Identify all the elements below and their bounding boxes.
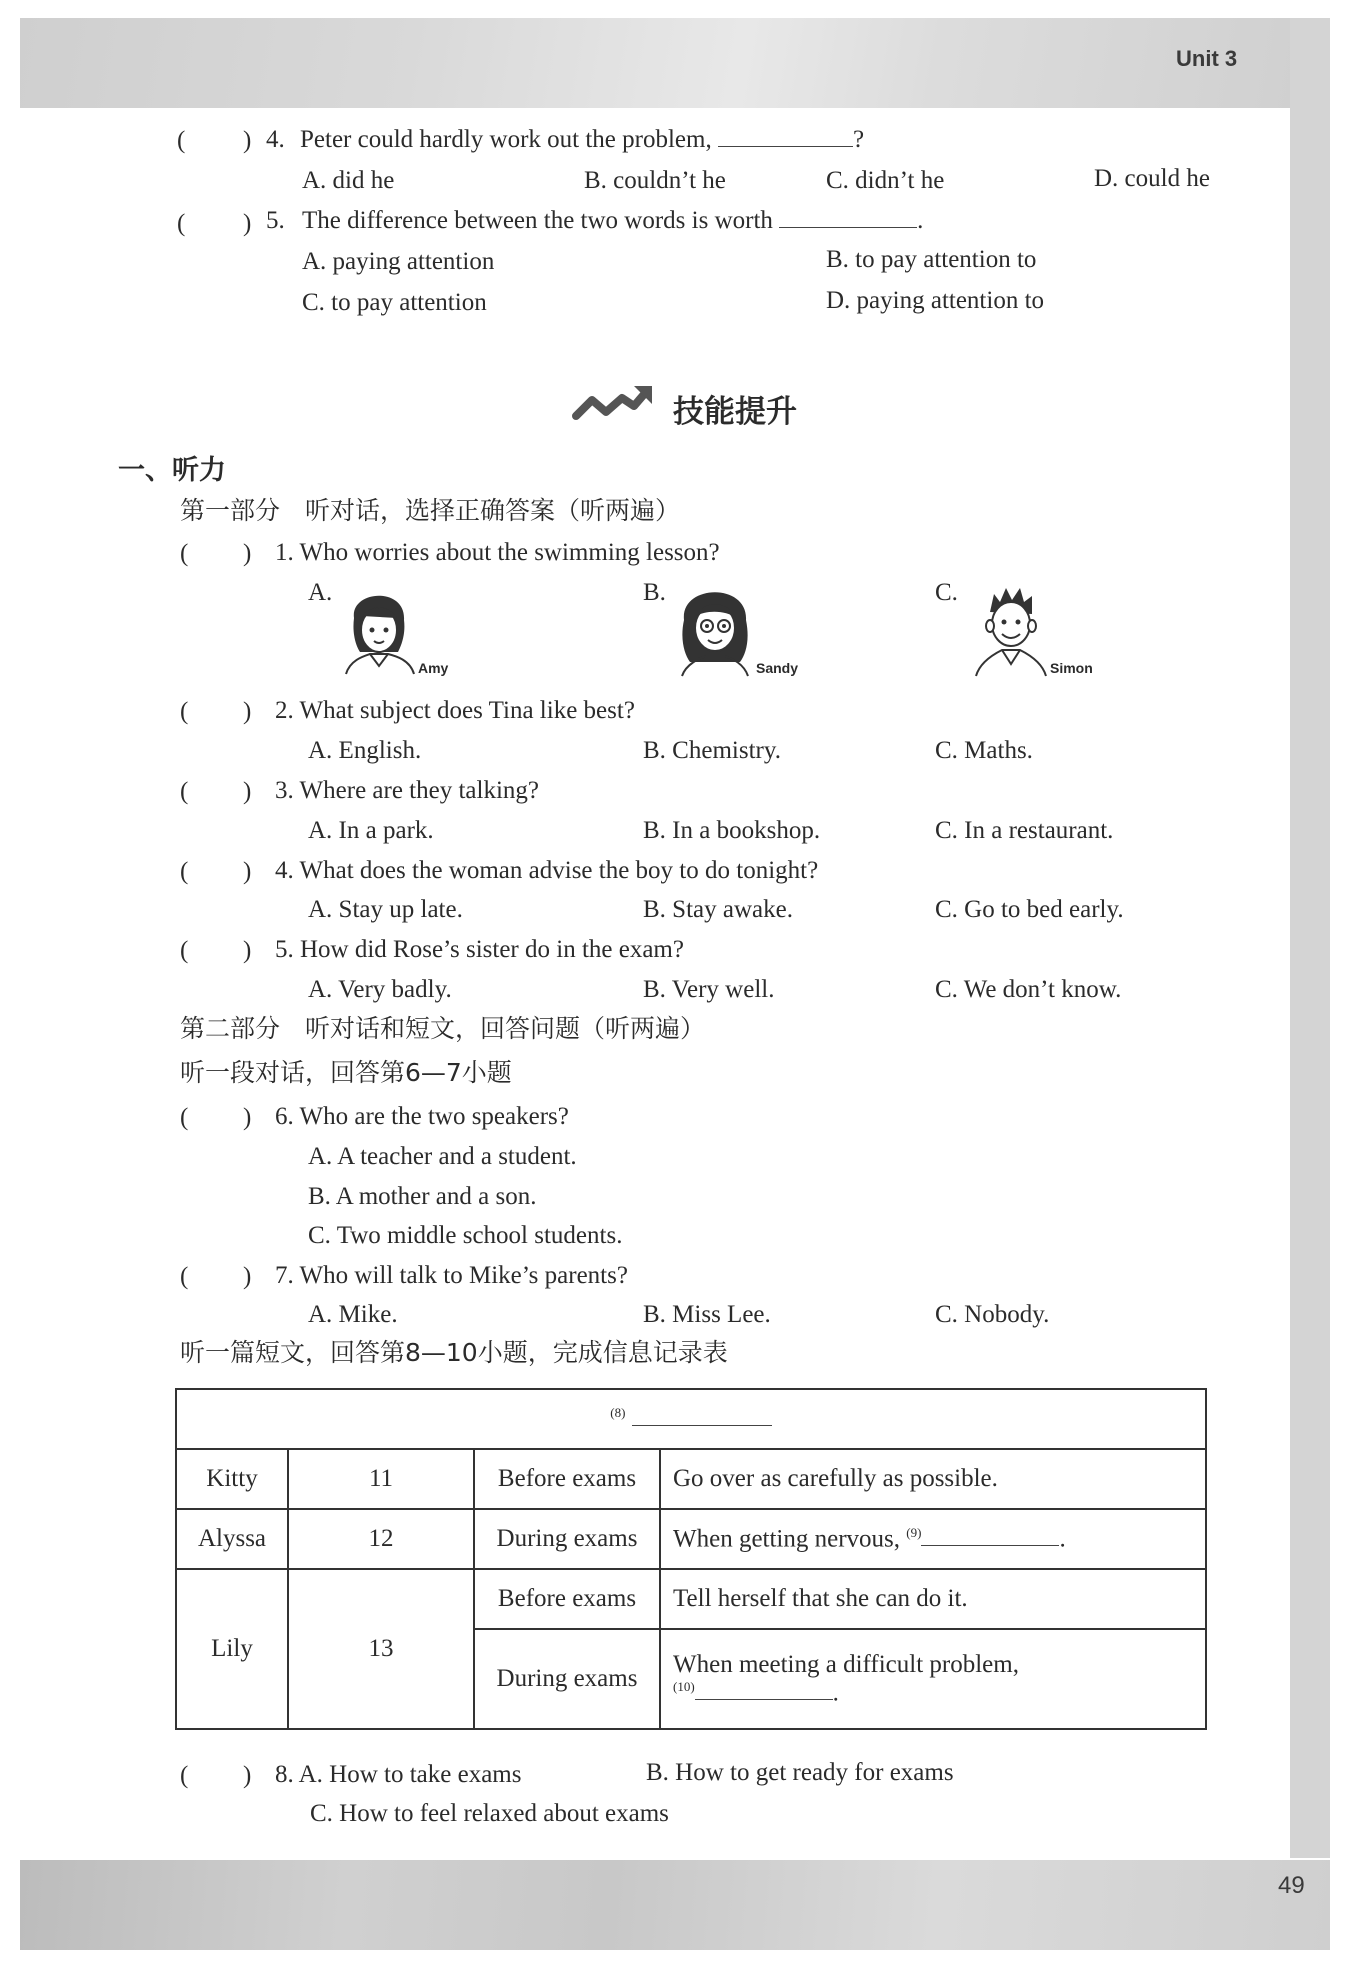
- dialog-instructions: 听一段对话，回答第6—7小题: [180, 1058, 512, 1087]
- part2-instructions: 第二部分 听对话和短文，回答问题（听两遍）: [180, 1014, 706, 1043]
- answer-paren-close: ): [243, 1762, 252, 1789]
- amy-name-caption: Amy: [418, 660, 449, 676]
- answer-paren-open: (: [180, 698, 189, 725]
- tip-cell[interactable]: When getting nervous, $^{(9)}$ .: [660, 1509, 1206, 1569]
- answer-paren-close: ): [243, 540, 252, 567]
- option-a: A. Very badly.: [308, 976, 452, 1003]
- option-a: A. Mike.: [308, 1301, 398, 1328]
- table-row: [176, 1449, 1206, 1509]
- option-c: C. to pay attention: [302, 289, 487, 316]
- answer-paren-close: ): [243, 778, 252, 805]
- simon-portrait: [968, 576, 1054, 678]
- question-stem: 5. How did Rose’s sister do in the exam?: [275, 936, 684, 963]
- trend-up-icon: [572, 384, 654, 424]
- name-cell: Alyssa: [176, 1509, 288, 1569]
- option-a: A. A teacher and a student.: [308, 1143, 577, 1170]
- time-cell: Before exams: [474, 1569, 660, 1629]
- option-a: A. paying attention: [302, 248, 495, 275]
- answer-paren-open: (: [180, 937, 189, 964]
- answer-paren-open: (: [180, 1762, 189, 1789]
- answer-paren-open: (: [180, 1263, 189, 1290]
- option-c: C. In a restaurant.: [935, 817, 1114, 844]
- option-b: B. Stay awake.: [643, 896, 793, 923]
- age-cell: 13: [288, 1569, 474, 1729]
- question-number: 5.: [266, 207, 285, 234]
- bottom-gray-band: [20, 1860, 1330, 1950]
- option-c: C. Maths.: [935, 737, 1033, 764]
- answer-paren-open: (: [180, 858, 189, 885]
- answer-paren-open: (: [177, 210, 186, 237]
- name-cell: Kitty: [176, 1449, 288, 1509]
- answer-paren-close: ): [243, 937, 252, 964]
- listening-heading: 一、听力: [118, 455, 226, 486]
- answer-paren-close: ): [243, 1263, 252, 1290]
- right-gray-band: [1290, 18, 1330, 1858]
- question-stem: 7. Who will talk to Mike’s parents?: [275, 1262, 628, 1289]
- question-stem: 6. Who are the two speakers?: [275, 1103, 569, 1130]
- sandy-name-caption: Sandy: [756, 660, 799, 676]
- option-b: B. In a bookshop.: [643, 817, 821, 844]
- sandy-portrait: [672, 576, 758, 678]
- option-b: B. Very well.: [643, 976, 775, 1003]
- option-d: D. could he: [1094, 165, 1210, 192]
- time-cell: During exams: [474, 1629, 660, 1729]
- page-number: 49: [1278, 1872, 1305, 1899]
- part1-instructions: 第一部分 听对话，选择正确答案（听两遍）: [180, 496, 681, 525]
- question-number: 4.: [266, 126, 285, 153]
- option-b: B. couldn’t he: [584, 167, 726, 194]
- age-cell: 12: [288, 1509, 474, 1569]
- amy-portrait: [340, 578, 420, 678]
- table-row: [176, 1569, 1206, 1629]
- table-title-row: [176, 1389, 1206, 1449]
- option-c: C. Nobody.: [935, 1301, 1050, 1328]
- title-blank-cell[interactable]: (8): [176, 1389, 1206, 1449]
- option-b-label: B.: [643, 579, 666, 606]
- option-a: A. Stay up late.: [308, 896, 463, 923]
- question-stem: 8. A. How to take exams: [275, 1761, 522, 1788]
- section-title: 技能提升: [673, 394, 797, 430]
- info-record-table: [175, 1388, 1207, 1730]
- tip-cell[interactable]: When meeting a difficult problem, $^{(10)}$ .: [660, 1629, 1206, 1729]
- answer-paren-close: ): [243, 698, 252, 725]
- option-c: C. How to feel relaxed about exams: [310, 1800, 669, 1827]
- answer-paren-close: ): [243, 127, 252, 154]
- option-c: C. Go to bed early.: [935, 896, 1124, 923]
- question-stem: 3. Where are they talking?: [275, 777, 540, 804]
- time-cell: Before exams: [474, 1449, 660, 1509]
- age-cell: 11: [288, 1449, 474, 1509]
- option-a: A. did he: [302, 167, 395, 194]
- simon-name-caption: Simon: [1050, 660, 1093, 676]
- option-c-label: C.: [935, 579, 958, 606]
- unit-label: Unit 3: [1176, 46, 1238, 71]
- option-a: A. In a park.: [308, 817, 434, 844]
- option-a: A. English.: [308, 737, 422, 764]
- option-b: B. Chemistry.: [643, 737, 781, 764]
- option-c: C. Two middle school students.: [308, 1222, 623, 1249]
- top-gray-band: [20, 18, 1330, 108]
- tip-cell: Tell herself that she can do it.: [660, 1569, 1206, 1629]
- table-row: [176, 1509, 1206, 1569]
- option-d: D. paying attention to: [826, 287, 1045, 314]
- option-b: B. A mother and a son.: [308, 1183, 537, 1210]
- answer-paren-close: ): [243, 210, 252, 237]
- option-c: C. We don’t know.: [935, 976, 1122, 1003]
- answer-paren-open: (: [177, 127, 186, 154]
- answer-paren-open: (: [180, 778, 189, 805]
- option-a-label: A.: [308, 579, 333, 606]
- time-cell: During exams: [474, 1509, 660, 1569]
- option-b: B. Miss Lee.: [643, 1301, 771, 1328]
- name-cell: Lily: [176, 1569, 288, 1729]
- option-c: C. didn’t he: [826, 167, 945, 194]
- question-stem: The difference between the two words is worth .: [302, 207, 924, 234]
- question-stem: 1. Who worries about the swimming lesson?: [275, 539, 720, 566]
- answer-paren-open: (: [180, 540, 189, 567]
- answer-paren-close: ): [243, 858, 252, 885]
- option-b: B. How to get ready for exams: [646, 1759, 954, 1786]
- question-stem: 2. What subject does Tina like best?: [275, 697, 635, 724]
- answer-paren-close: ): [243, 1104, 252, 1131]
- tip-cell: Go over as carefully as possible.: [660, 1449, 1206, 1509]
- passage-instructions: 听一篇短文，回答第8—10小题，完成信息记录表: [180, 1338, 728, 1367]
- option-b: B. to pay attention to: [826, 246, 1037, 273]
- answer-paren-open: (: [180, 1104, 189, 1131]
- question-stem: Peter could hardly work out the problem, ?: [300, 126, 865, 153]
- question-stem: 4. What does the woman advise the boy to do tonight?: [275, 857, 819, 884]
